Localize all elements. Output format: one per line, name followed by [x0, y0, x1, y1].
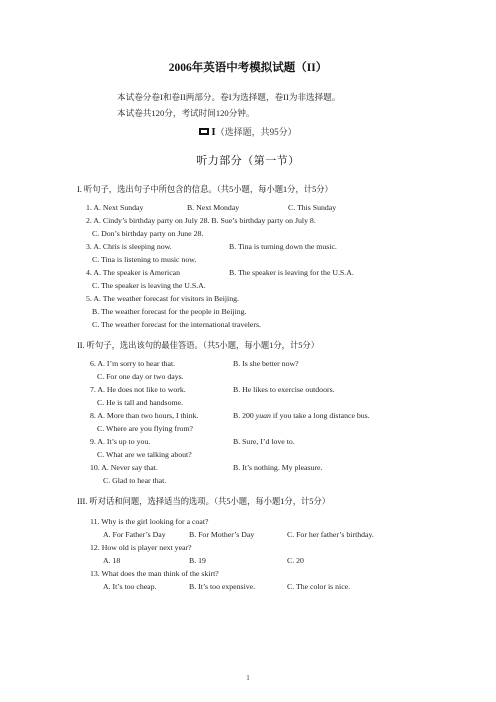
section-header — [0, 125, 496, 138]
q7-c: C. He is tall and handsome. — [97, 398, 183, 407]
page-number: 1 — [246, 674, 250, 682]
q2-c: C. Don’s birthday party on June 28. — [92, 229, 204, 238]
q11-a: A. For Father’s Day — [103, 530, 166, 539]
part-3-heading: III. 听对话和问题，选择适当的选项。（共5小题，每小题1分，计5分） — [77, 497, 331, 506]
q1-a: 1. A. Next Sunday — [86, 203, 144, 212]
q11-c: C. For her father’s birthday. — [287, 530, 374, 539]
q3-c: C. Tina is listening to music now. — [92, 255, 197, 264]
q3-b: B. Tina is turning down the music. — [229, 242, 337, 251]
q9-a: 9. A. It’s up to you. — [90, 437, 151, 446]
q4-c: C. The speaker is leaving the U.S.A. — [92, 281, 206, 290]
section-marker-icon — [199, 127, 209, 136]
intro-line-1: 本试卷分卷I和卷II两部分。卷I为选择题，卷II为非选择题。 — [117, 92, 341, 102]
q13-c: C. The color is nice. — [287, 582, 351, 591]
q8-c: C. Where are you flying from? — [97, 424, 193, 433]
q2-ab: 2. A. Cindy’s birthday party on July 28. B. Sue’s birthday party on July 8. — [86, 216, 316, 225]
q12-b: B. 19 — [189, 556, 206, 565]
q5-a: 5. A. The weather forecast for visitors in Beijing. — [86, 294, 239, 303]
q8-b: B. 200 yuan if you take a long distance bus. — [233, 411, 370, 420]
q5-c: C. The weather forecast for the international travelers. — [92, 320, 261, 329]
q12-stem: 12. How old is player next year? — [90, 543, 192, 552]
q9-c: C. What are we talking about? — [97, 450, 192, 459]
q10-c: C. Glad to hear that. — [103, 476, 167, 485]
part-2-heading: II. 听句子，选出该句的最佳答语。（共5小题，每小题1分，计5分） — [77, 341, 319, 350]
q1-b: B. Next Monday — [187, 203, 240, 212]
q5-b: B. The weather forecast for the people in Beijing. — [92, 307, 247, 316]
q13-stem: 13. What does the man think of the skirt? — [90, 569, 219, 578]
q12-c: C. 20 — [287, 556, 304, 565]
part-1-heading: I. 听句子，选出句子中所包含的信息。（共5小题，每小题1分，计5分） — [77, 185, 333, 194]
q6-a: 6. A. I’m sorry to hear that. — [90, 359, 176, 368]
listening-title: 听力部分（第一节） — [196, 155, 300, 167]
section-roman: I — [211, 126, 216, 138]
q13-a: A. It’s too cheap. — [103, 582, 157, 591]
q6-b: B. Is she better now? — [233, 359, 299, 368]
q4-a: 4. A. The speaker is American — [86, 268, 181, 277]
q10-b: B. It’s nothing. My pleasure. — [233, 463, 323, 472]
q11-stem: 11. Why is the girl looking for a coat? — [90, 517, 209, 526]
q10-a: 10. A. Never say that. — [90, 463, 158, 472]
q1-c: C. This Sunday — [288, 203, 337, 212]
q13-b: B. It’s too expensive. — [189, 582, 256, 591]
q8-a: 8. A. More than two hours, I think. — [90, 411, 199, 420]
q6-c: C. For one day or two days. — [97, 372, 184, 381]
page-title: 2006年英语中考模拟试题（II） — [168, 62, 328, 74]
q12-a: A. 18 — [103, 556, 121, 565]
q4-b: B. The speaker is leaving for the U.S.A. — [229, 268, 354, 277]
q9-b: B. Sure, I’d love to. — [233, 437, 295, 446]
intro-line-2: 本试卷共120分，考试时间120分钟。 — [117, 108, 255, 118]
q7-b: B. He likes to exercise outdoors. — [233, 385, 335, 394]
q3-a: 3. A. Chris is sleeping now. — [86, 242, 172, 251]
q7-a: 7. A. He does not like to work. — [90, 385, 186, 394]
section-note: （选择题，共95分） — [215, 127, 297, 137]
q11-b: B. For Mother’s Day — [189, 530, 255, 539]
